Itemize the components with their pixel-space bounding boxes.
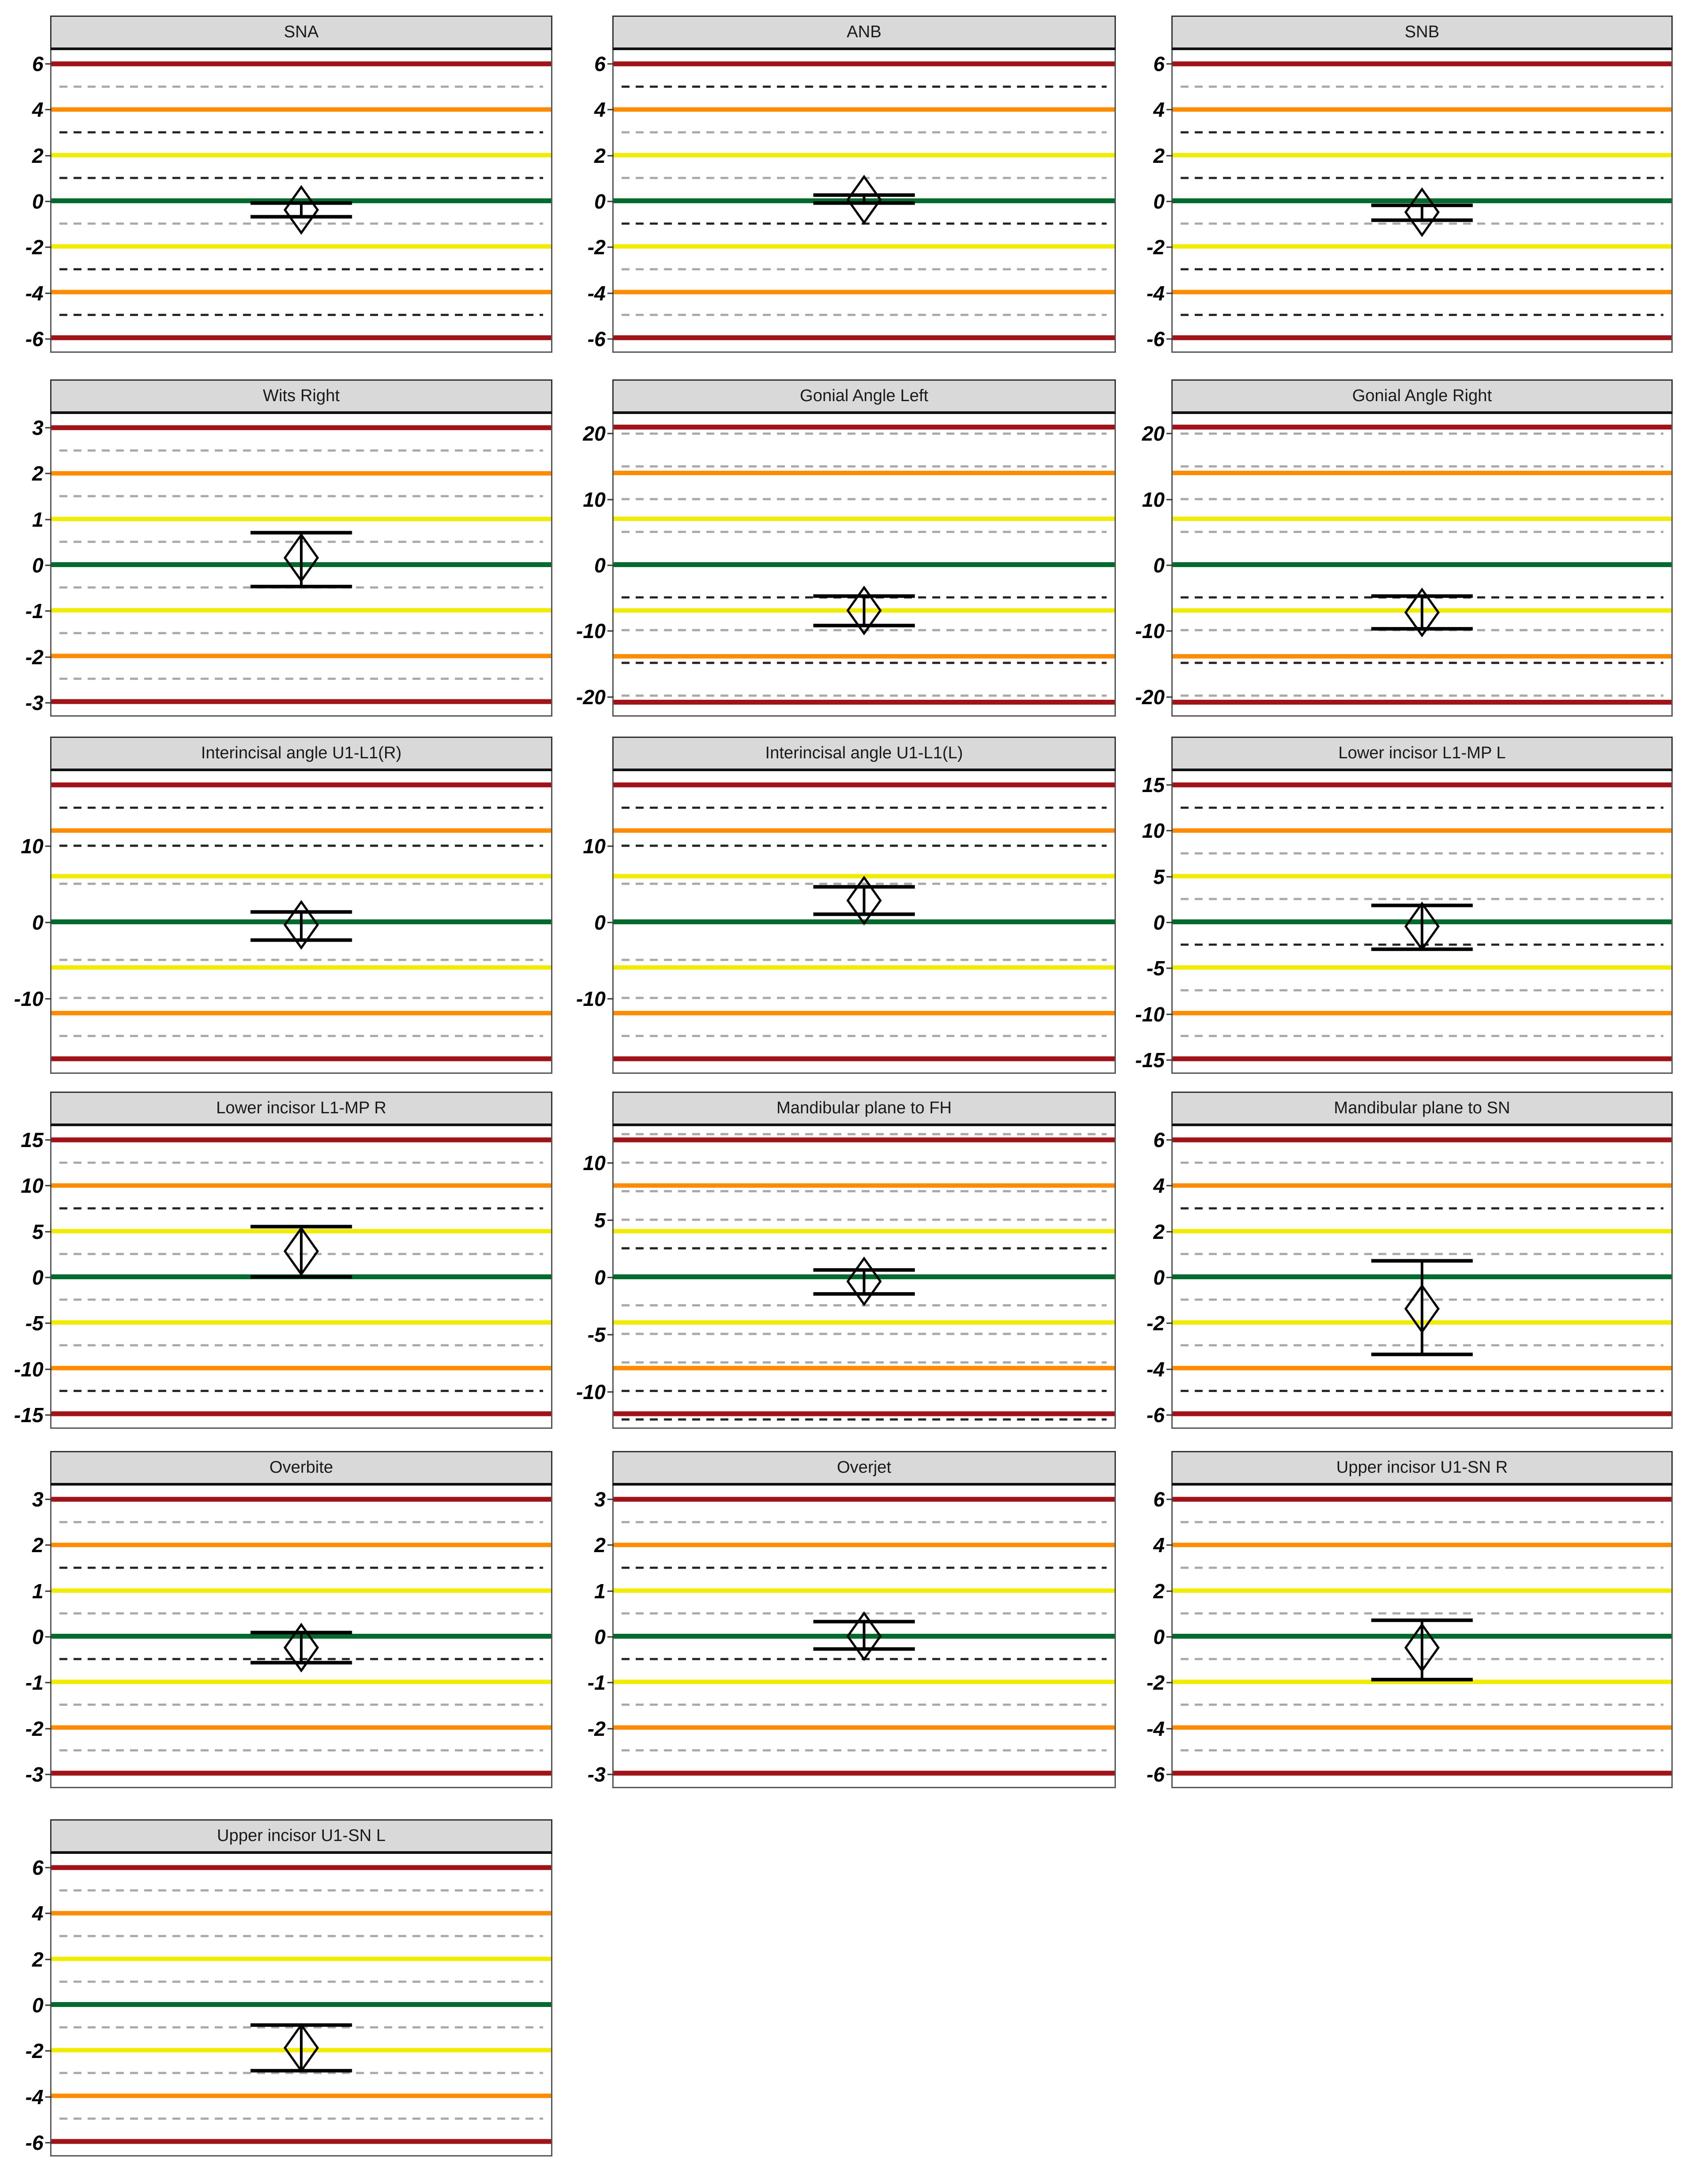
y-tick-mark	[607, 292, 614, 294]
y-tick-mark	[607, 1219, 614, 1221]
plot-area	[1135, 414, 1673, 717]
y-tick-mark	[45, 845, 51, 847]
panel-title: Gonial Angle Right	[1352, 386, 1492, 405]
error-bar	[251, 1624, 352, 1671]
panel-title-strip	[50, 379, 552, 414]
y-tick-label: 3	[32, 1488, 43, 1511]
y-tick-mark	[45, 1636, 51, 1638]
y-tick-mark	[1166, 63, 1173, 65]
y-tick-label: -10	[1135, 1002, 1165, 1026]
y-tick-mark	[1166, 1013, 1173, 1015]
y-tick-label: 1	[32, 508, 43, 531]
plot-svg	[51, 414, 551, 715]
panel-title-strip	[1171, 1092, 1673, 1126]
y-tick-label: 4	[1153, 1534, 1165, 1557]
y-tick-mark	[1166, 1636, 1173, 1638]
y-tick-label: 0	[32, 1625, 43, 1648]
y-tick-label: 2	[32, 1534, 43, 1557]
y-tick-mark	[1166, 922, 1173, 923]
panel-title-strip	[50, 1819, 552, 1854]
y-tick-label: 5	[1153, 865, 1165, 888]
y-tick-mark	[45, 247, 51, 248]
y-tick-mark	[45, 427, 51, 429]
y-tick-label: 0	[32, 554, 43, 577]
panel-title-strip	[612, 379, 1116, 414]
panel-title: Interincisal angle U1-L1(L)	[765, 744, 963, 762]
panel-title: Interincisal angle U1-L1(R)	[201, 744, 402, 762]
y-tick-label: 0	[32, 1994, 43, 2017]
y-tick-mark	[1166, 1139, 1173, 1141]
y-tick-mark	[45, 1139, 51, 1141]
y-tick-label: -2	[1146, 1312, 1165, 1335]
y-tick-mark	[45, 1590, 51, 1592]
y-tick-label: 6	[32, 52, 43, 75]
y-tick-mark	[45, 1774, 51, 1775]
y-tick-label: -3	[25, 691, 43, 714]
y-tick-label: 10	[20, 1174, 43, 1198]
facet-panel-anb	[587, 16, 1116, 353]
y-tick-mark	[1166, 247, 1173, 248]
plot-svg	[614, 50, 1115, 351]
y-tick-label: -2	[25, 1717, 43, 1740]
facet-panel-snb	[1146, 16, 1673, 353]
y-tick-mark	[607, 998, 614, 1000]
y-tick-mark	[45, 1185, 51, 1187]
y-tick-mark	[607, 1545, 614, 1546]
y-tick-label: -10	[576, 619, 606, 643]
y-tick-label: -1	[25, 599, 43, 623]
y-tick-mark	[1166, 1185, 1173, 1187]
error-bar	[251, 1226, 352, 1277]
y-tick-label: 2	[594, 144, 606, 167]
panel-title-strip	[1171, 1451, 1673, 1486]
y-tick-label: -4	[25, 2085, 43, 2109]
plot-area	[1135, 771, 1673, 1074]
facet-panel-overjet	[587, 1451, 1116, 1788]
y-tick-label: 6	[32, 1856, 43, 1879]
y-tick-mark	[607, 155, 614, 156]
y-tick-mark	[607, 247, 614, 248]
y-tick-label: 4	[32, 1902, 43, 1925]
y-tick-mark	[607, 63, 614, 65]
y-tick-label: -20	[1135, 685, 1165, 709]
y-tick-label: 15	[20, 1128, 43, 1151]
facet-panel-gonial-angle-right	[1135, 379, 1673, 717]
plot-area	[576, 771, 1116, 1074]
panel-title: Lower incisor L1-MP L	[1338, 744, 1506, 762]
panel-title-strip	[612, 1451, 1116, 1486]
y-tick-label: -6	[1146, 1763, 1165, 1786]
y-tick-label: -10	[1135, 619, 1165, 643]
y-tick-label: -3	[25, 1763, 43, 1786]
y-tick-label: 20	[1142, 422, 1165, 445]
plot-svg	[1173, 1486, 1671, 1787]
y-tick-label: -15	[14, 1403, 43, 1427]
y-tick-mark	[1166, 1415, 1173, 1416]
y-tick-label: -4	[1146, 281, 1165, 305]
y-tick-mark	[45, 473, 51, 474]
plot-area	[14, 1126, 552, 1429]
y-tick-mark	[607, 201, 614, 202]
panel-title-strip	[50, 1451, 552, 1486]
panel-title: SNB	[1404, 23, 1440, 41]
y-tick-label: -10	[14, 1357, 43, 1381]
y-tick-label: 2	[32, 1947, 43, 1971]
y-tick-label: -2	[25, 2039, 43, 2063]
y-tick-mark	[607, 433, 614, 434]
y-tick-label: -5	[25, 1312, 43, 1335]
y-tick-mark	[1166, 339, 1173, 340]
plot-svg	[51, 771, 551, 1072]
y-tick-label: -10	[576, 987, 606, 1011]
panel-title-strip	[612, 737, 1116, 771]
error-bar	[251, 187, 352, 233]
y-tick-mark	[45, 155, 51, 156]
y-tick-mark	[1166, 201, 1173, 202]
y-tick-label: 2	[594, 1534, 606, 1557]
y-tick-mark	[1166, 968, 1173, 969]
y-tick-mark	[45, 1913, 51, 1914]
y-tick-label: 5	[594, 1208, 606, 1232]
plot-svg	[614, 414, 1115, 715]
plot-svg	[1173, 50, 1671, 351]
y-tick-mark	[45, 63, 51, 65]
y-tick-label: 4	[1153, 98, 1165, 122]
y-tick-mark	[607, 1334, 614, 1336]
y-tick-label: 0	[594, 1266, 606, 1289]
plot-svg	[614, 1126, 1115, 1427]
y-tick-mark	[607, 845, 614, 847]
y-tick-label: 4	[594, 98, 606, 122]
y-tick-mark	[607, 1392, 614, 1393]
y-tick-mark	[1166, 292, 1173, 294]
y-tick-mark	[45, 2050, 51, 2052]
facet-panel-wits-right	[25, 379, 552, 717]
facet-panel-interincisal-angle-u1-l1-r	[14, 737, 552, 1074]
error-bar	[1371, 1620, 1473, 1679]
y-tick-label: 0	[594, 554, 606, 577]
y-tick-mark	[45, 922, 51, 923]
y-tick-label: 0	[594, 190, 606, 213]
y-tick-label: -15	[1135, 1049, 1165, 1072]
y-tick-label: 2	[32, 462, 43, 485]
y-tick-mark	[1166, 876, 1173, 877]
y-tick-mark	[1166, 785, 1173, 786]
plot-area	[576, 414, 1116, 717]
facet-panel-lower-incisor-l1-mp-r	[14, 1092, 552, 1429]
y-tick-mark	[45, 2096, 51, 2097]
y-tick-label: -2	[587, 1717, 606, 1740]
y-tick-mark	[45, 201, 51, 202]
plot-area	[587, 50, 1116, 353]
y-tick-mark	[45, 1682, 51, 1683]
y-tick-mark	[607, 696, 614, 698]
panel-title-strip	[612, 16, 1116, 50]
y-tick-mark	[45, 1499, 51, 1500]
y-tick-mark	[45, 339, 51, 340]
y-tick-label: -4	[1146, 1717, 1165, 1740]
plot-svg	[51, 50, 551, 351]
y-tick-label: -2	[25, 645, 43, 669]
facet-panel-interincisal-angle-u1-l1-l	[576, 737, 1116, 1074]
y-tick-label: 2	[1153, 1579, 1165, 1603]
y-tick-label: 1	[594, 1579, 606, 1603]
y-tick-label: -2	[1146, 1671, 1165, 1695]
facet-panel-mandibular-plane-to-sn	[1146, 1092, 1673, 1429]
panel-title-strip	[1171, 379, 1673, 414]
y-tick-mark	[607, 109, 614, 110]
y-tick-mark	[45, 1959, 51, 1960]
panel-title: ANB	[847, 23, 882, 41]
plot-svg	[51, 1854, 551, 2155]
y-tick-label: -1	[25, 1671, 43, 1695]
y-tick-mark	[45, 1277, 51, 1278]
y-tick-label: 0	[32, 190, 43, 213]
facet-panel-lower-incisor-l1-mp-l	[1135, 737, 1673, 1074]
y-tick-mark	[1166, 1499, 1173, 1500]
error-bar	[251, 902, 352, 948]
y-tick-label: -4	[587, 281, 606, 305]
y-tick-label: 0	[1153, 911, 1165, 934]
y-tick-mark	[45, 1728, 51, 1729]
panel-title: Wits Right	[263, 386, 340, 405]
y-tick-label: -10	[576, 1380, 606, 1404]
y-tick-mark	[1166, 109, 1173, 110]
y-tick-mark	[45, 1545, 51, 1546]
y-tick-mark	[1166, 565, 1173, 566]
y-tick-mark	[607, 1774, 614, 1775]
error-bar	[251, 532, 352, 586]
y-tick-mark	[45, 519, 51, 520]
y-tick-label: -4	[25, 281, 43, 305]
panel-title-strip	[1171, 737, 1673, 771]
error-bar	[813, 1258, 915, 1305]
panel-title-strip	[50, 16, 552, 50]
plot-svg	[51, 1486, 551, 1787]
y-tick-mark	[1166, 1728, 1173, 1729]
y-tick-mark	[1166, 1590, 1173, 1592]
y-tick-label: 2	[1153, 1220, 1165, 1243]
y-tick-label: 0	[1153, 554, 1165, 577]
y-tick-label: 4	[32, 98, 43, 122]
y-tick-label: 0	[594, 1625, 606, 1648]
plot-svg	[1173, 414, 1671, 715]
y-tick-mark	[607, 565, 614, 566]
panel-title: SNA	[284, 23, 319, 41]
y-tick-mark	[1166, 830, 1173, 832]
error-bar	[251, 2025, 352, 2071]
y-tick-label: 4	[1153, 1174, 1165, 1198]
plot-area	[1146, 1126, 1673, 1429]
y-tick-mark	[45, 1867, 51, 1869]
y-tick-label: 10	[583, 488, 606, 511]
y-tick-label: 15	[1142, 773, 1165, 796]
y-tick-mark	[45, 2005, 51, 2006]
y-tick-label: 6	[594, 52, 606, 75]
y-tick-mark	[1166, 1277, 1173, 1278]
panel-title: Upper incisor U1-SN L	[217, 1826, 386, 1845]
y-tick-label: -6	[25, 327, 43, 351]
y-tick-label: 3	[594, 1488, 606, 1511]
y-tick-label: -6	[25, 2131, 43, 2154]
panel-title-strip	[612, 1092, 1116, 1126]
plot-area	[25, 1854, 552, 2156]
y-tick-label: -2	[1146, 236, 1165, 259]
facet-panel-upper-incisor-u1-sn-l	[25, 1819, 552, 2156]
panel-title: Lower incisor L1-MP R	[216, 1099, 386, 1117]
facet-panel-sna	[25, 16, 552, 353]
plot-area	[1146, 50, 1673, 353]
y-tick-label: 1	[32, 1579, 43, 1603]
y-tick-mark	[45, 292, 51, 294]
plot-area	[25, 50, 552, 353]
y-tick-label: -10	[14, 987, 43, 1011]
y-tick-label: 10	[583, 834, 606, 858]
y-tick-mark	[45, 565, 51, 566]
y-tick-label: 2	[1153, 144, 1165, 167]
y-tick-label: -5	[587, 1323, 606, 1347]
y-tick-label: 0	[594, 911, 606, 934]
y-tick-mark	[45, 1231, 51, 1232]
y-tick-mark	[1166, 499, 1173, 500]
y-tick-label: -6	[1146, 327, 1165, 351]
y-tick-label: 6	[1153, 52, 1165, 75]
plot-svg	[51, 1126, 551, 1427]
panel-title: Mandibular plane to SN	[1334, 1099, 1510, 1117]
panel-title: Mandibular plane to FH	[776, 1099, 952, 1117]
plot-area	[1146, 1486, 1673, 1788]
y-tick-label: 0	[32, 1266, 43, 1289]
y-tick-mark	[1166, 631, 1173, 632]
error-bar	[1371, 903, 1473, 950]
y-tick-label: -4	[1146, 1357, 1165, 1381]
y-tick-mark	[607, 339, 614, 340]
y-tick-label: -6	[587, 327, 606, 351]
plot-area	[25, 414, 552, 717]
y-tick-mark	[607, 1162, 614, 1163]
y-tick-label: -5	[1146, 957, 1165, 980]
y-tick-mark	[1166, 696, 1173, 698]
y-tick-label: -3	[587, 1763, 606, 1786]
y-tick-mark	[45, 998, 51, 1000]
y-tick-mark	[45, 611, 51, 612]
plot-svg	[1173, 771, 1671, 1072]
panel-title: Overbite	[269, 1458, 333, 1477]
panel-title: Overjet	[837, 1458, 891, 1477]
y-tick-mark	[607, 499, 614, 500]
plot-area	[25, 1486, 552, 1788]
y-tick-label: 3	[32, 416, 43, 439]
plot-svg	[1173, 1126, 1671, 1427]
y-tick-mark	[1166, 155, 1173, 156]
plot-area	[14, 771, 552, 1074]
y-tick-label: 0	[1153, 1266, 1165, 1289]
y-tick-label: -1	[587, 1671, 606, 1695]
y-tick-label: 10	[20, 834, 43, 858]
y-tick-label: 0	[1153, 1625, 1165, 1648]
y-tick-label: 5	[32, 1220, 43, 1243]
plot-svg	[614, 771, 1115, 1072]
y-tick-mark	[607, 631, 614, 632]
panel-title-strip	[50, 737, 552, 771]
y-tick-label: 6	[1153, 1128, 1165, 1151]
y-tick-mark	[45, 1323, 51, 1324]
y-tick-label: 0	[1153, 190, 1165, 213]
y-tick-label: -20	[576, 685, 606, 709]
y-tick-mark	[45, 2142, 51, 2144]
y-tick-mark	[1166, 1231, 1173, 1232]
y-tick-mark	[1166, 1774, 1173, 1775]
y-tick-label: -6	[1146, 1403, 1165, 1427]
y-tick-mark	[45, 1415, 51, 1416]
facet-panel-mandibular-plane-to-fh	[576, 1092, 1116, 1429]
y-tick-label: 6	[1153, 1488, 1165, 1511]
y-tick-mark	[607, 922, 614, 923]
y-tick-mark	[1166, 1545, 1173, 1546]
facet-panel-gonial-angle-left	[576, 379, 1116, 717]
y-tick-mark	[1166, 433, 1173, 434]
panel-title: Gonial Angle Left	[800, 386, 929, 405]
y-tick-mark	[607, 1499, 614, 1500]
y-tick-label: 0	[32, 911, 43, 934]
y-tick-mark	[607, 1636, 614, 1638]
y-tick-mark	[45, 109, 51, 110]
y-tick-label: 20	[583, 422, 606, 445]
y-tick-mark	[607, 1277, 614, 1278]
y-tick-mark	[607, 1728, 614, 1729]
plot-area	[576, 1126, 1116, 1429]
panel-title-strip	[50, 1092, 552, 1126]
y-tick-mark	[45, 656, 51, 658]
y-tick-label: 10	[583, 1151, 606, 1175]
plot-area	[587, 1486, 1116, 1788]
plot-svg	[614, 1486, 1115, 1787]
y-tick-label: 2	[32, 144, 43, 167]
facet-panel-overbite	[25, 1451, 552, 1788]
y-tick-mark	[1166, 1682, 1173, 1683]
y-tick-mark	[1166, 1060, 1173, 1061]
y-tick-label: -2	[25, 236, 43, 259]
y-tick-label: 10	[1142, 488, 1165, 511]
facet-panel-upper-incisor-u1-sn-r	[1146, 1451, 1673, 1788]
y-tick-mark	[45, 1368, 51, 1370]
panel-title: Upper incisor U1-SN R	[1336, 1458, 1508, 1477]
panel-title-strip	[1171, 16, 1673, 50]
y-tick-label: -2	[587, 236, 606, 259]
y-tick-label: 10	[1142, 819, 1165, 843]
y-tick-mark	[1166, 1368, 1173, 1370]
y-tick-mark	[45, 702, 51, 704]
error-bar	[1371, 189, 1473, 235]
y-tick-mark	[607, 1590, 614, 1592]
y-tick-mark	[607, 1682, 614, 1683]
y-tick-mark	[1166, 1323, 1173, 1324]
